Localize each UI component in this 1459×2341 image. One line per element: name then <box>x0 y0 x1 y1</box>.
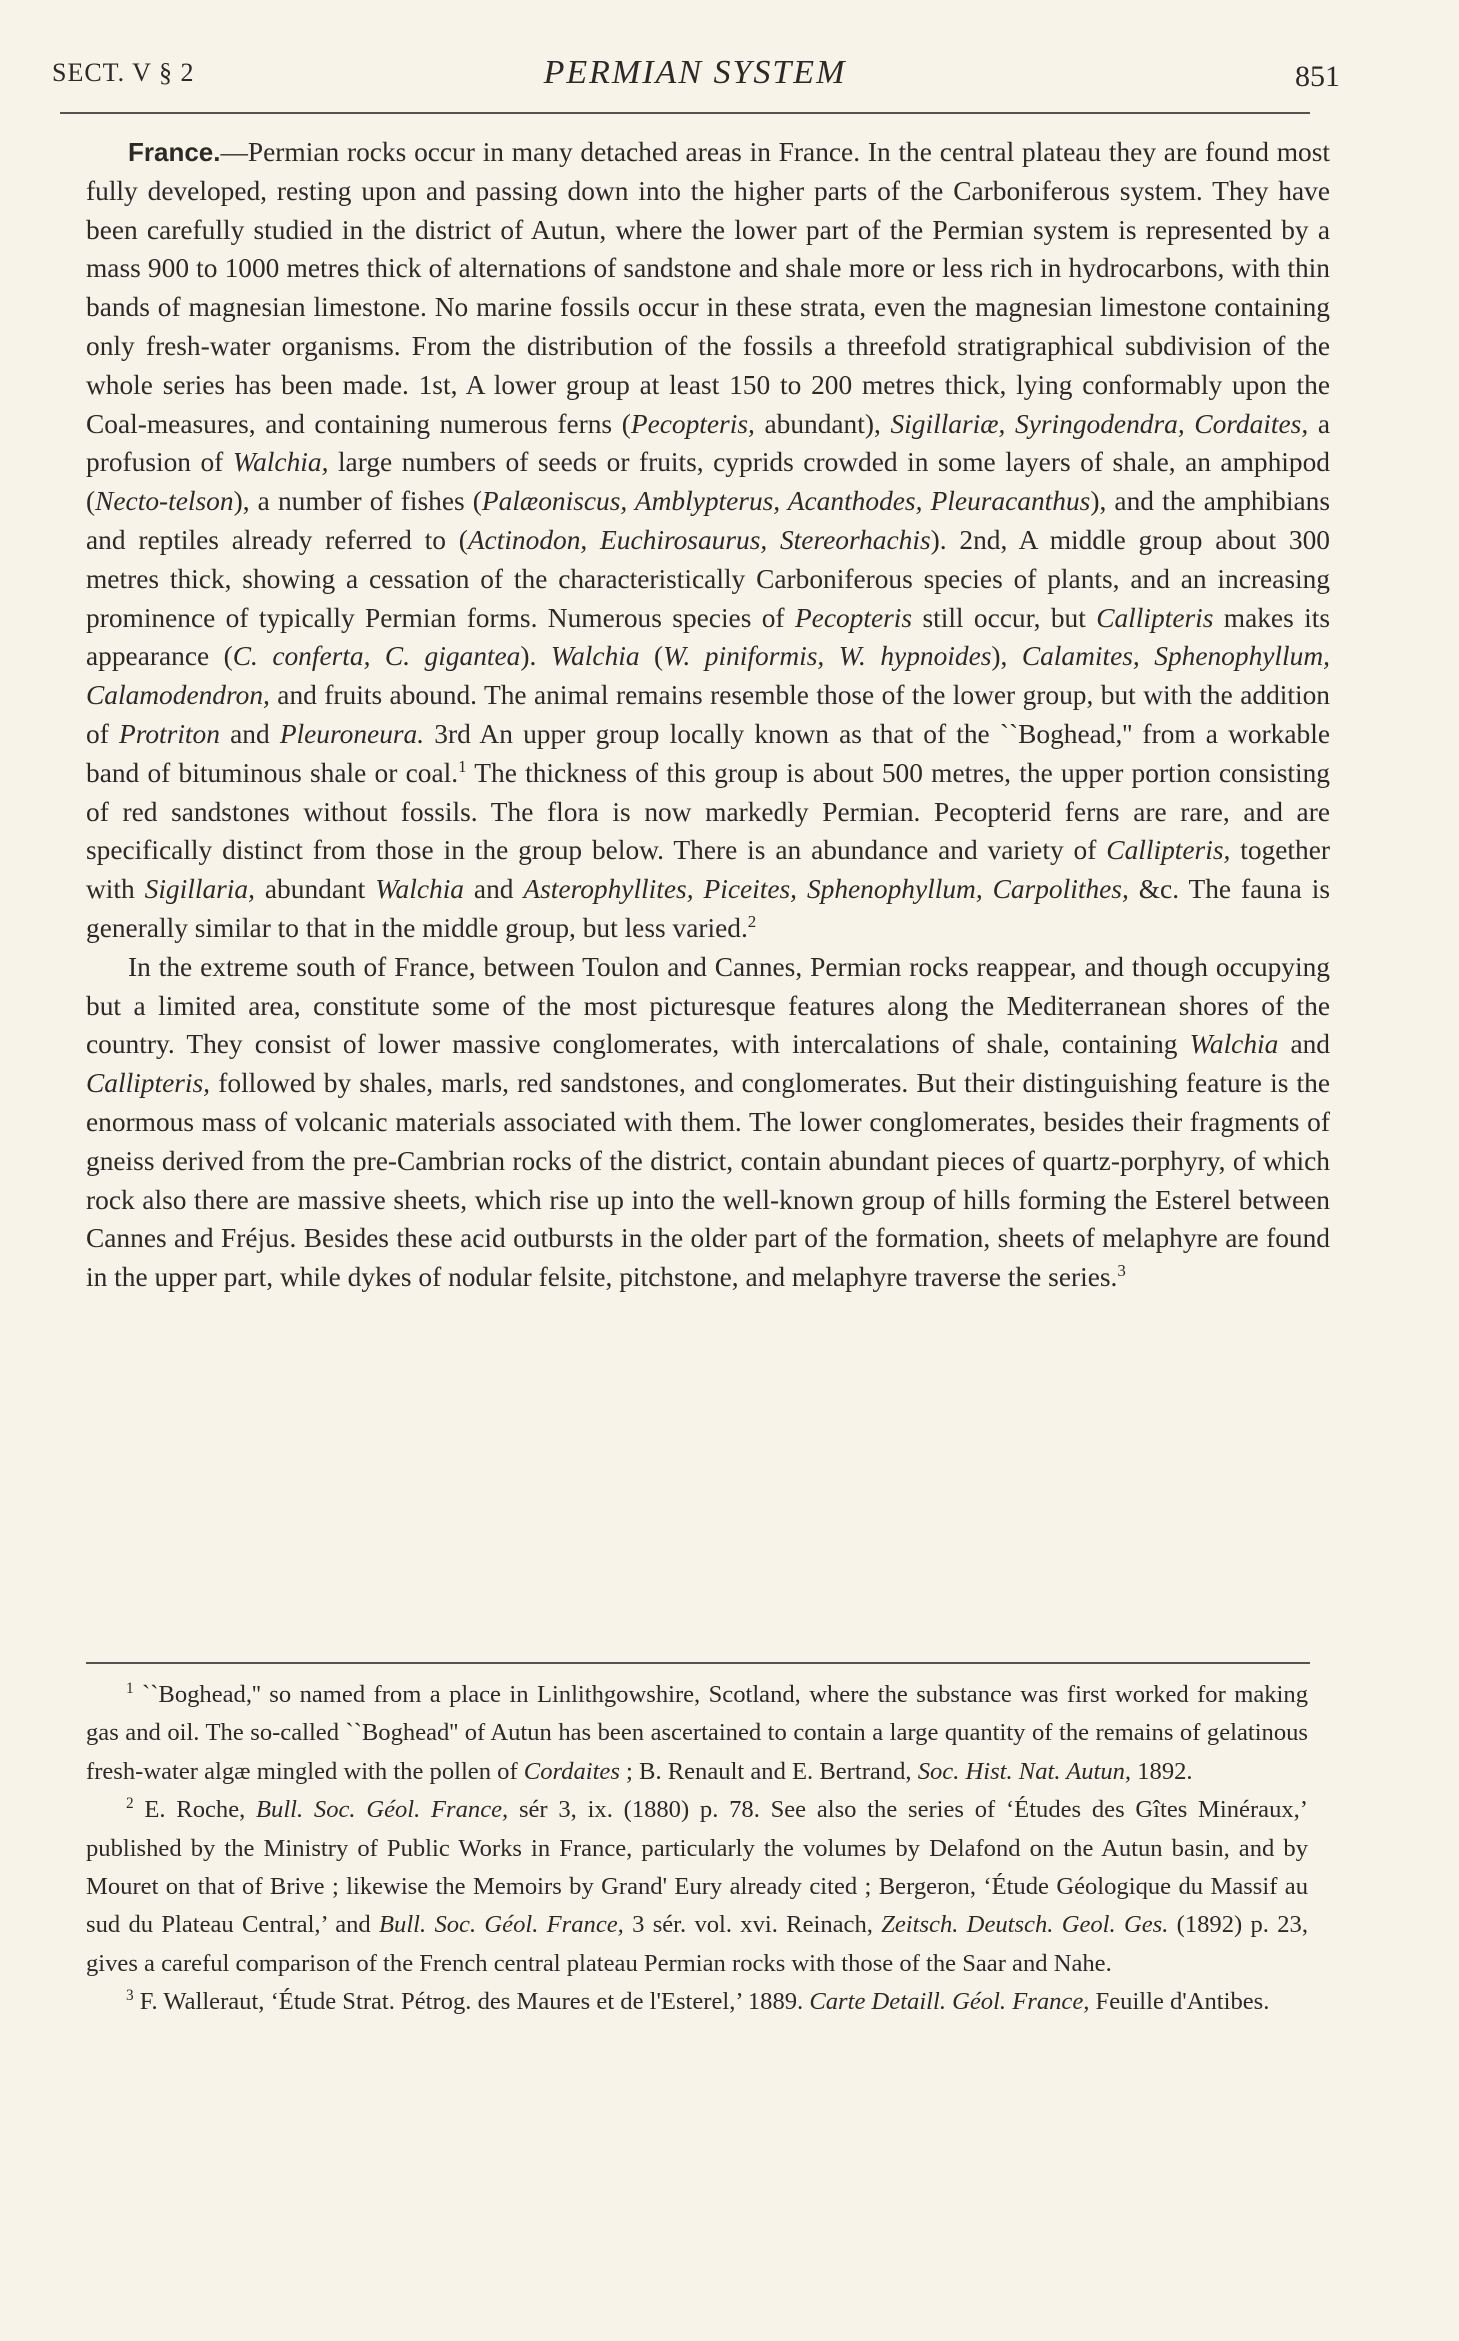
text-run: ). <box>520 641 551 672</box>
taxon-name: Callipteris, <box>86 1068 211 1099</box>
footnote-ref[interactable]: 2 <box>747 911 757 931</box>
text-run: —Permian rocks occur in many detached areas in France. In the central plateau they are found most fully developed, resting upon and passing down into the higher parts of the Carboniferous system. They have been carefully studied in the district of Autun, where the lower part of the Permian system is represented by a mass 900 to 1000 metres thick of alternations of sandstone and shale more or less rich in hydrocarbons, with thin bands of magnesian limestone. No marine fossils occur in these strata, even the magnesian limestone containing only fresh-water organisms. From the distribution of the fossils a threefold stratigraphical subdivision of the whole series has been made. 1st, A lower group at least 150 to 200 metres thick, lying conformably upon the Coal-measures, and containing numerous ferns ( <box>86 137 1330 439</box>
footnote-ref[interactable]: 3 <box>1117 1260 1126 1280</box>
text-run: a profusion of <box>86 408 1330 478</box>
text-run: ), a number of fishes ( <box>233 486 482 517</box>
text-run: 3 sér. vol. xvi. Reinach, <box>623 1911 882 1939</box>
text-run: ). 2nd, A middle group about 300 metres thick, showing a cessation of the characteristically Carboniferous species of plants, and an increasing prominence of typically Permian forms. Numerous species of <box>86 524 1330 633</box>
text-run: makes its appearance ( <box>86 602 1330 672</box>
footnote-mark: 3 <box>126 1987 134 2005</box>
text-run: still occur, but <box>912 602 1097 633</box>
text-run: In the extreme south of France, between Toulon and Cannes, Permian rocks reappear, and though occupying but a limited area, constitute some of the most picturesque features along the Mediterranean shores of the country. They consist of lower massive conglomerates, with intercalations of shale, containing <box>86 951 1330 1060</box>
text-run: &c. The fauna is generally similar to that in the middle group, but less varied. <box>86 874 1331 943</box>
text-run: and fruits abound. The animal remains resemble those of the lower group, but with the addition of <box>86 680 1330 749</box>
taxon-name: Walchia <box>550 641 640 672</box>
text-run: large numbers of seeds or fruits, cyprids crowded in some layers of shale, an amphipod ( <box>86 447 1330 517</box>
text-run: sér 3, ix. (1880) p. 78. See also the series of ‘Études des Gîtes Minéraux,’ published by the Ministry of Public Works in France, particularly the volumes by Delafond on the Autun basin, and by Mouret on that of Brive ; likewise the Memoirs by Grand' Eury already cited ; Bergeron, ‘Étude Géologique du Massif au sud du Plateau Central,’ and <box>86 1796 1308 1939</box>
footnote-1 <box>86 1676 1308 1791</box>
paragraph-south-france <box>86 948 1330 1297</box>
citation-italic: Bull. Soc. Géol. France, <box>379 1911 624 1939</box>
taxon-name: Asterophyllites, Piceites, Sphenophyllum, Carpolithes, <box>523 874 1129 905</box>
taxon-name: Pecopteris <box>794 602 913 633</box>
taxon-name: Callipteris, <box>1106 835 1231 866</box>
text-run: ), and the amphibians and reptiles already referred to ( <box>86 486 1330 555</box>
taxon-name: Sigillaria, <box>144 874 255 905</box>
text-run: abundant <box>254 874 376 905</box>
text-run: ( <box>639 641 664 672</box>
text-run: E. Roche, <box>133 1796 257 1824</box>
footnote-mark: 1 <box>126 1679 134 1697</box>
citation-italic: Cordaites <box>523 1757 620 1785</box>
text-run: ``Boghead,'' so named from a place in Linlithgowshire, Scotland, where the substance was first worked for making gas and oil. The so-called ``Boghead'' of Autun has been ascertained to contain a large quantity of the remains of gelatinous fresh-water algæ mingled with the pollen of <box>86 1681 1308 1785</box>
taxon-name: Callipteris <box>1096 602 1214 633</box>
taxon-name: Sigillariæ, Syringodendra, Cordaites, <box>890 408 1309 439</box>
text-run: and <box>1278 1029 1330 1060</box>
running-header <box>50 52 1340 100</box>
taxon-name: Necto-telson <box>95 486 234 517</box>
section-label: SECT. V § 2 <box>52 58 195 87</box>
text-run: ; B. Renault and E. Bertrand, <box>619 1757 918 1785</box>
taxon-name: Calamites, Sphenophyllum, Calamodendron, <box>86 641 1330 711</box>
text-run: F. Walleraut, ‘Étude Strat. Pétrog. des Maures et de l'Esterel,’ 1889. <box>133 1988 810 2016</box>
taxon-name: Actinodon, Euchirosaurus, Stereorhachis <box>467 524 931 555</box>
footnote-3 <box>86 1983 1308 2021</box>
footnote-rule <box>86 1662 1310 1664</box>
text-run: and <box>464 874 524 905</box>
running-title: PERMIAN SYSTEM <box>543 54 847 91</box>
footnote-ref[interactable]: 1 <box>458 756 467 776</box>
text-run: together with <box>86 835 1330 905</box>
citation-italic: Bull. Soc. Géol. France, <box>256 1796 509 1824</box>
paragraph-france-autun <box>86 133 1330 948</box>
footnote-mark: 2 <box>126 1795 134 1813</box>
text-run: and <box>219 718 280 749</box>
text-run: (1892) p. 23, gives a careful comparison of the French central plateau Permian rocks with those of the Saar and Nahe. <box>86 1911 1308 1977</box>
citation-italic: Carte Detaill. Géol. France, <box>809 1988 1090 2016</box>
taxon-name: Walchia <box>1189 1029 1279 1060</box>
taxon-name: Pleuroneura. <box>279 718 425 749</box>
text-run: Feuille d'Antibes. <box>1089 1988 1270 2016</box>
taxon-name: Walchia, <box>232 447 329 478</box>
paragraph-lead: France. <box>128 137 221 167</box>
taxon-name: Pecopteris, <box>630 408 755 439</box>
taxon-name: Protriton <box>118 718 220 749</box>
citation-italic: Soc. Hist. Nat. Autun, <box>917 1757 1132 1785</box>
text-run: ), <box>991 641 1022 672</box>
main-text <box>86 133 1330 1297</box>
text-run: followed by shales, marls, red sandstones, and conglomerates. But their distinguishing feature is the enormous mass of volcanic materials associated with them. The lower conglomerates, besides their fragments of gneiss derived from the pre-Cambrian rocks of the district, contain abundant pieces of quartz-porphyry, of which rock also there are massive sheets, which rise up into the well-known group of hills forming the Esterel between Cannes and Fréjus. Besides these acid outbursts in the older part of the formation, sheets of melaphyre are found in the upper part, while dykes of nodular felsite, pitchstone, and melaphyre traverse the series. <box>86 1068 1330 1293</box>
text-run: 3rd An upper group locally known as that of the ``Boghead,'' from a workable band of bituminous shale or coal. <box>86 718 1330 788</box>
page-number: 851 <box>1295 60 1340 93</box>
citation-italic: Zeitsch. Deutsch. Geol. Ges. <box>881 1911 1169 1939</box>
text-run: abundant), <box>754 408 891 439</box>
footnotes <box>86 1676 1308 2022</box>
header-rule <box>60 112 1310 114</box>
text-run: The thickness of this group is about 500 metres, the upper portion consisting of red sandstones without fossils. The flora is now markedly Permian. Pecopterid ferns are rare, and are specifically distinct from those in the group below. There is an abundance and variety of <box>86 757 1330 866</box>
footnote-2 <box>86 1791 1308 1983</box>
taxon-name: Palæoniscus, Amblypterus, Acanthodes, Pleuracanthus <box>481 486 1091 517</box>
text-run: 1892. <box>1131 1757 1193 1785</box>
taxon-name: W. piniformis, W. hypnoides <box>663 641 992 672</box>
taxon-name: C. conferta, C. gigantea <box>232 641 521 672</box>
taxon-name: Walchia <box>375 874 464 905</box>
